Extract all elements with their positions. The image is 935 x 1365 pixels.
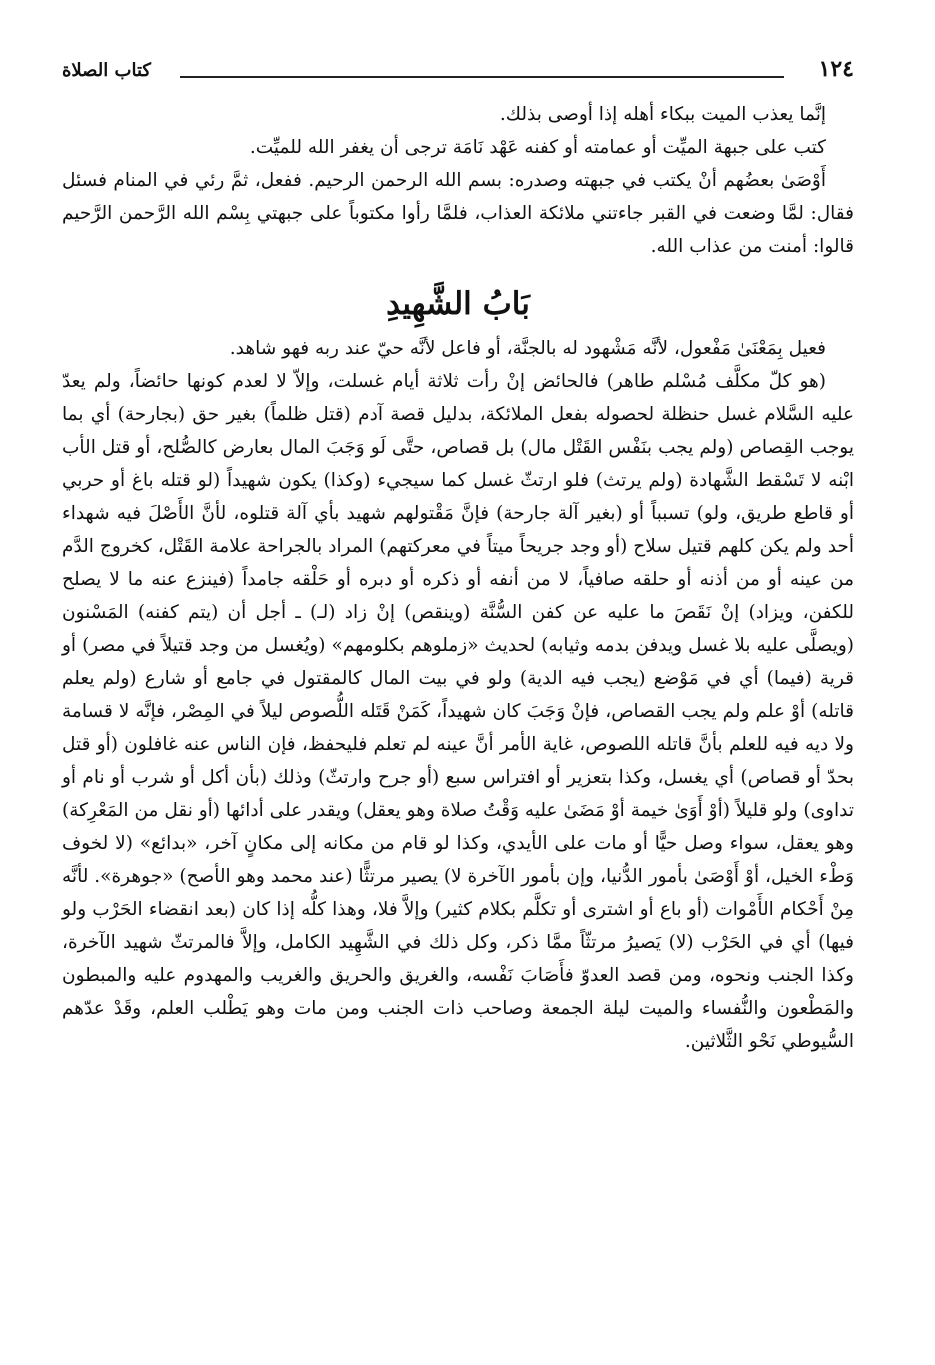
intro-line: كتب على جبهة الميِّت أو عمامته أو كفنه عَهْد نَامَة ترجى أن يغفر الله للميِّت.	[249, 137, 826, 158]
definition-paragraph: فعيل بِمَعْنَىٰ مَفْعول، لأنَّه مَشْهود له بالجنَّة، أو فاعل لأنَّه حيّ عند ربه فهو شاهد.	[229, 338, 826, 359]
chapter-title: بَابُ الشَّهِيدِ	[386, 286, 530, 322]
chapter-body	[62, 332, 854, 1058]
page-number: ١٢٤	[818, 56, 854, 82]
book-page	[62, 48, 854, 1058]
header-rule	[180, 76, 784, 78]
book-title: كتاب الصلاة	[62, 60, 151, 81]
main-paragraph: (هو كلّ مكلَّف مُسْلم طاهر) فالحائض إنْ رأت ثلاثة أيام غسلت، وإلاّ لا لعدم كونها حائضاً، ولم يعدّ عليه السَّلام غسل حنظلة لحصوله بفعل الملائكة، بدليل قصة آدم (قتل ظلماً) بغير حق (بجارحة) أي بما يوجب القِصاص (ولم يجب بنَفْس القَتْل مال) بل قصاص، حتَّى لَو وَجَبَ المال بعارض كالصُّلح، أو قتل الأب ابْنه لا تَسْقط الشَّهادة (ولم يرتث) فلو ارتثّ غسل كما سيجيء (وكذا) يكون شهيداً (لو قتله باغ أو حربي أو قاطع طريق، ولو) تسبباً أو (بغير آلة جارحة) فإنَّ مَقْتولهم شهيد بأي آلة قتلوه، لأنَّ الأَصْلَ فيه شهداء أحد ولم يكن كلهم قتيل سلاح (أو وجد جريحاً ميتاً في معركتهم) المراد بالجراحة علامة القَتْل، كخروج الدَّم من عينه أو من أذنه أو حلقه صافياً، لا من أنفه أو ذكره أو دبره أو حَلْقه جامداً (فينزع عنه ما لا يصلح للكفن، ويزاد) إنْ نَقَصَ ما عليه عن كفن السُّنَّة (وينقص) إنْ زاد (لـ) ـ أجل أن (يتم كفنه) المَسْنون (ويصلَّى عليه بلا غسل ويدفن بدمه وثيابه) لحديث «زملوهم بكلومهم» (ويُغسل من وجد قتيلاً في مصر) أو قرية (فيما) أي في مَوْضع (يجب فيه الدية) ولو في بيت المال كالمقتول في جامع أو شارع (ولم يعلم قاتله) أوْ علم ولم يجب القصاص، فإنْ وَجَبَ كان شهيداً، كَمَنْ قَتَله اللُّصوص ليلاً في المِصْر، فإنَّه لا قسامة ولا ديه فيه للعلم بأنَّ قاتله اللصوص، غاية الأمر أنَّ عينه لم تعلم فليحفظ، فإن الناس عنه غافلون (أو قتل بحدّ أو قصاص) أي يغسل، وكذا بتعزير أو افتراس سبع (أو جرح وارتثّ) وذلك (بأن أكل أو شرب أو نام أو تداوى) ولو قليلاً (أوْ أَوَىٰ خيمة أوْ مَضَىٰ عليه وَقْتُ صلاة وهو يعقل) ويقدر على أدائها (أو نقل من المَعْرِكة) وهو يعقل، سواء وصل حيًّا أو مات على الأيدي، وكذا لو قام من مكانه إلى مكانٍ آخر، «بدائع» (لا لخوف وَطْء الخيل، أوْ أَوْصَىٰ بأمور الدُّنيا، وإن بأمور الآخرة لا) يصير مرتثًّا (عند محمد وهو الأصح) «جوهرة». لأنَّه مِنْ أَحْكام الأَمْوات (أو باع أو اشترى أو تكلَّم بكلام كثير) وإلاَّ فلا، وهذا كلُّه إذا كان (بعد انقضاء الحَرْب ولو فيها) أي في الحَرْب (لا) يَصيرُ مرتثّاً ممَّا ذكر، وكل ذلك في الشَّهِيد الكامل، وإلاَّ فالمرتثّ شهيد الآخرة، وكذا الجنب ونحوه، ومن قصد العدوّ فأَصَابَ نَفْسه، والغريق والحريق والغريب والمهدوم عليه والمبطون والمَطْعون والنُّفساء والميت ليلة الجمعة وصاحب ذات الجنب ومن مات وهو يَطْلب العلم، وقَدْ عدّهم السُّيوطي نَحْو الثَّلاثين.	[62, 371, 854, 1052]
intro-section	[62, 98, 854, 263]
running-header	[62, 48, 854, 86]
intro-line: إنَّما يعذب الميت ببكاء أهله إذا أوصى بذلك.	[499, 104, 826, 125]
intro-paragraph: أَوْصَىٰ بعضُهم أنْ يكتب في جبهته وصدره: بسم الله الرحمن الرحيم. ففعل، ثمَّ رئي في المنام فسئل فقال: لمَّا وضعت في القبر جاءتني ملائكة العذاب، فلمَّا رأوا مكتوباً على جبهتي بِسْم الله الرَّحمن الرَّحيم قالوا: أمنت من عذاب الله.	[62, 170, 854, 257]
